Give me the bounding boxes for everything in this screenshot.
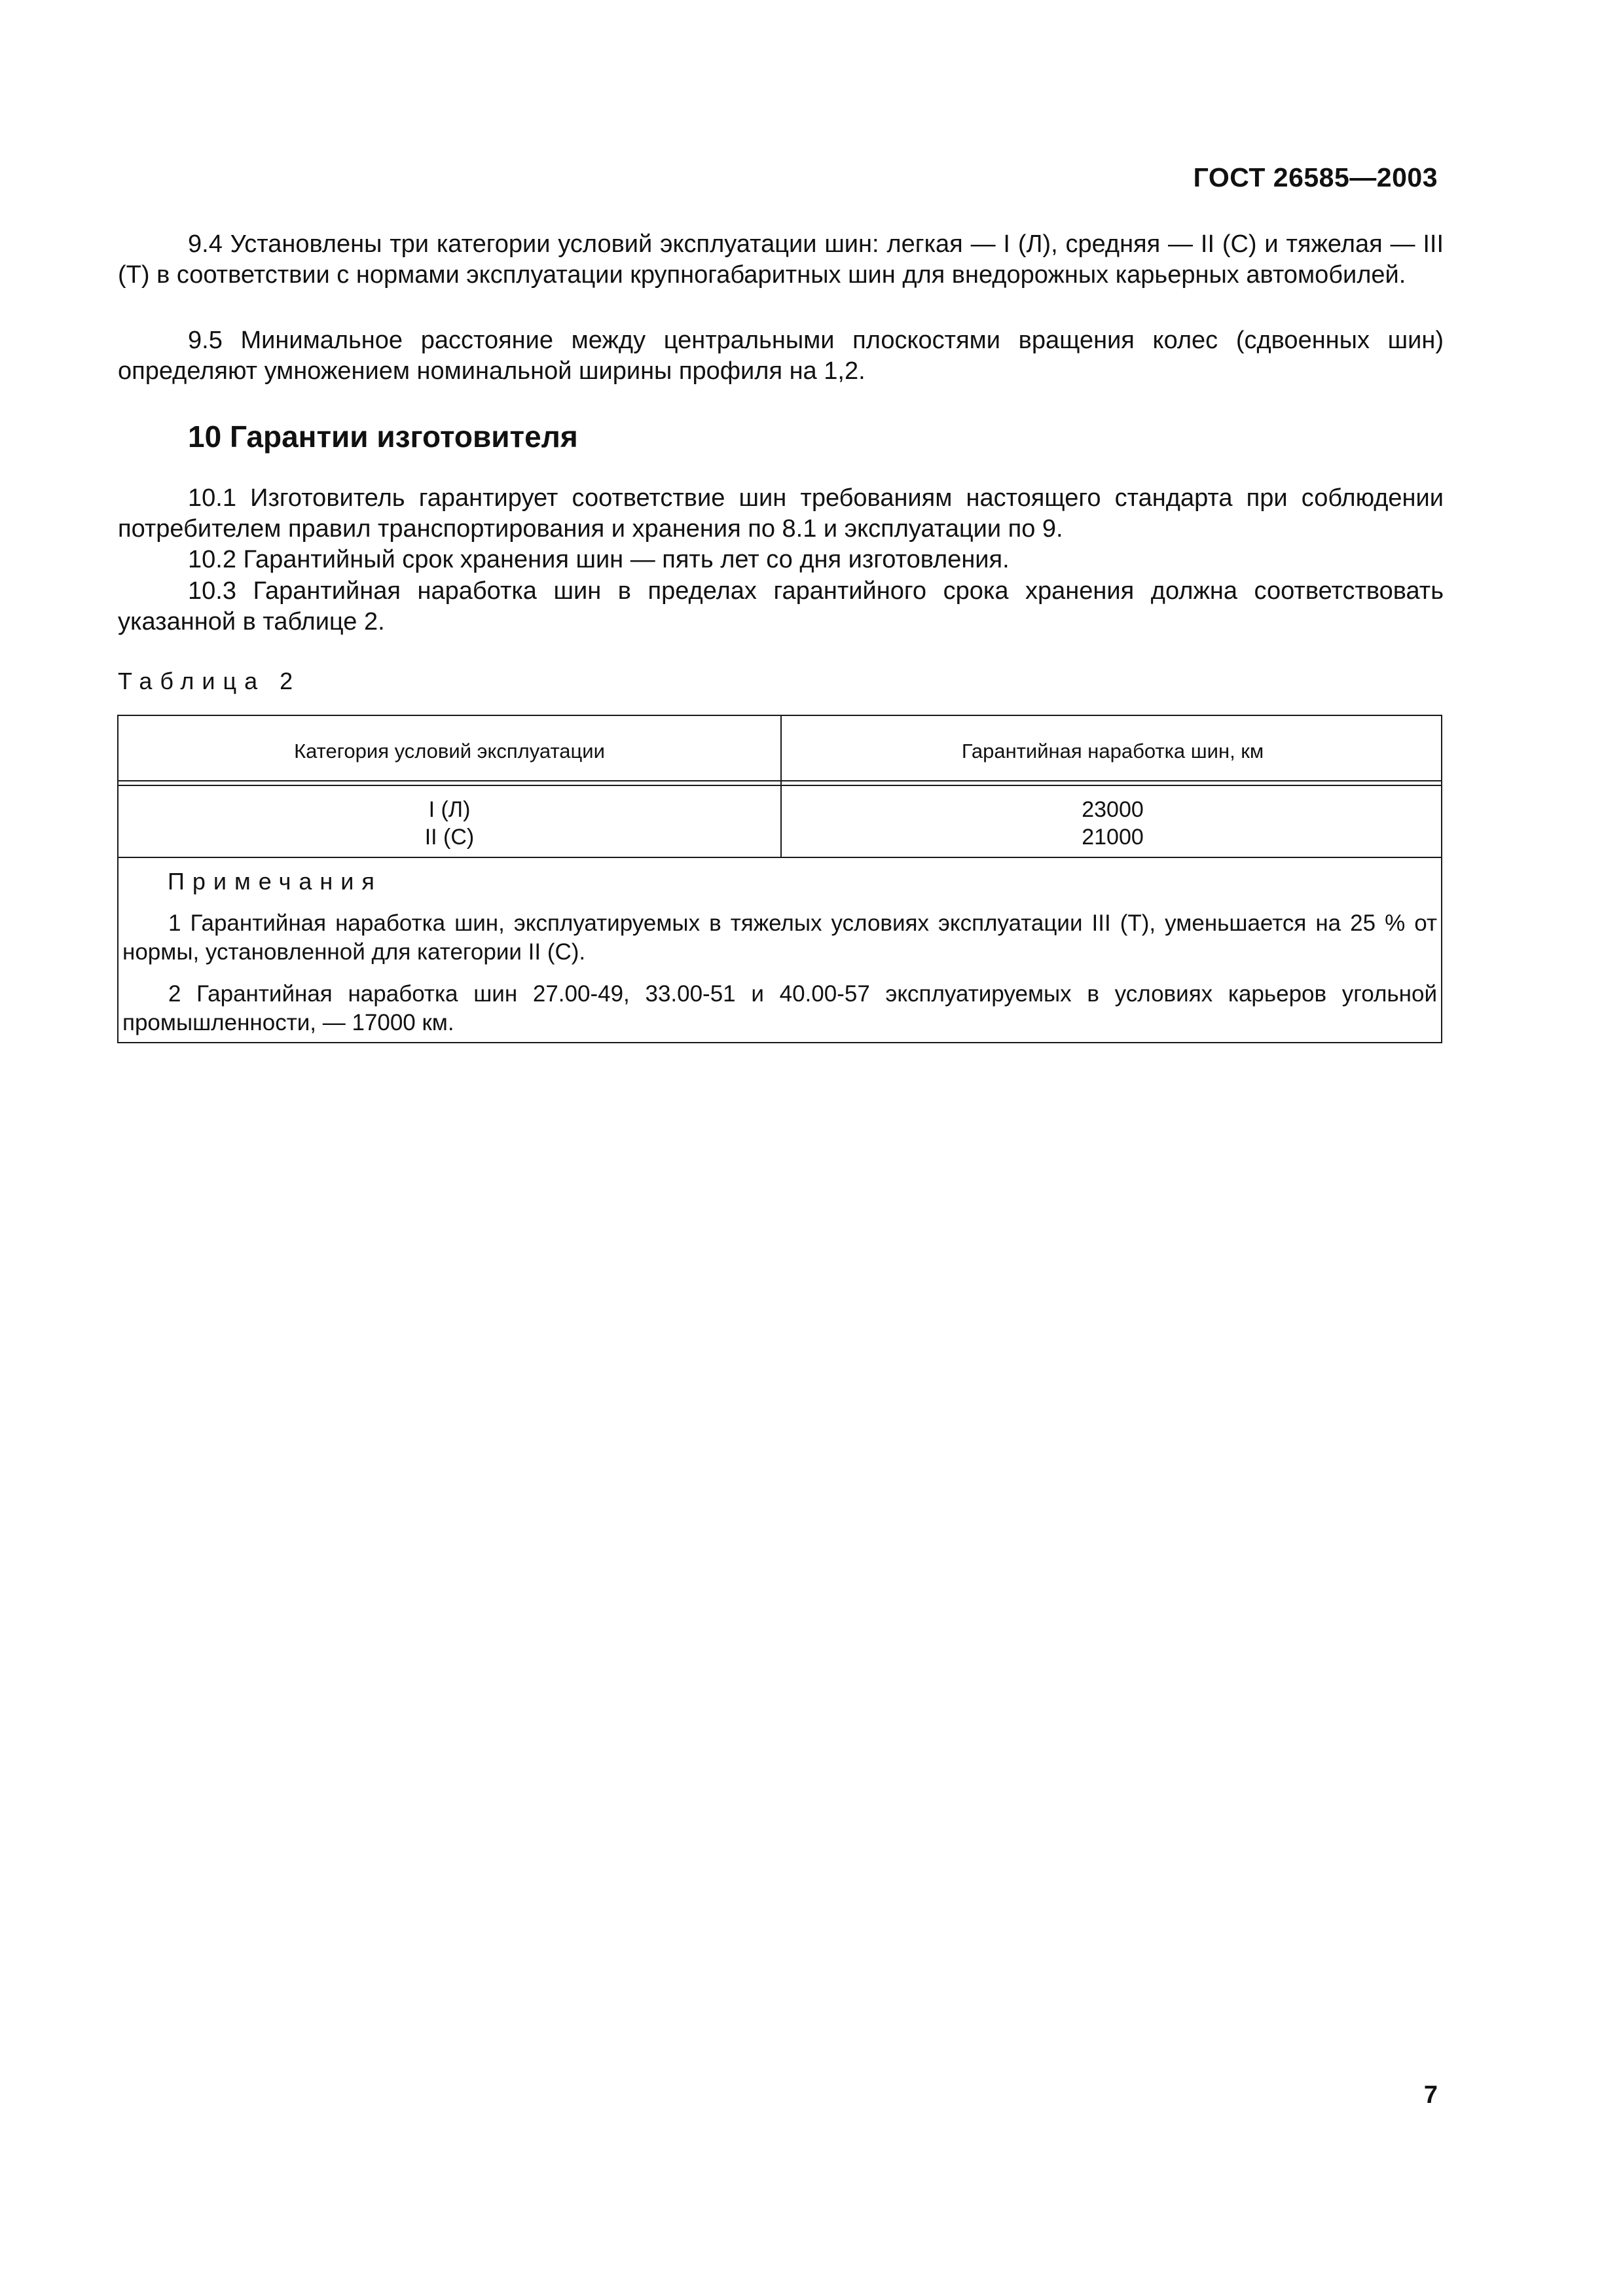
table-notes-title: Примечания	[168, 868, 382, 895]
table-body-separator	[119, 857, 1441, 858]
table-row-mileage-1: 23000	[1082, 797, 1144, 822]
table-header-separator-double	[119, 785, 1441, 786]
warranty-table	[117, 715, 1442, 1043]
table-header-separator	[119, 780, 1441, 781]
table-cell-mileages	[782, 796, 1444, 851]
table-note-2: 2 Гарантийная наработка шин 27.00-49, 33.00-51 и 40.00-57 эксплуатируемых в условиях карьеров угольной промышленности, — 17000 км.	[122, 981, 1437, 1035]
table-note-1: 1 Гарантийная наработка шин, эксплуатируемых в тяжелых условиях эксплуатации III (Т), уменьшается на 25 % от нормы, установленной для категории II (С).	[122, 910, 1437, 965]
table-caption: Таблица 2	[118, 668, 301, 694]
paragraph-9-4: 9.4 Установлены три категории условий эксплуатации шин: легкая — I (Л), средняя — II (С) и тяжелая — III (Т) в соответствии с нормами эксплуатации крупногабаритных шин для внедорожных карьерных автомобилей.	[118, 230, 1444, 289]
paragraph-10-3: 10.3 Гарантийная наработка шин в пределах гарантийного срока хранения должна соответствовать указанной в таблице 2.	[118, 577, 1444, 636]
document-code: ГОСТ 26585—2003	[1193, 162, 1438, 192]
table-row-category-2: II (С)	[424, 825, 475, 850]
table-row-mileage-2: 21000	[1082, 825, 1144, 850]
table-cell-categories	[119, 796, 780, 851]
page-number: 7	[1423, 2081, 1438, 2109]
table-header-mileage: Гарантийная наработка шин, км	[961, 740, 1264, 762]
paragraph-10-1: 10.1 Изготовитель гарантирует соответствие шин требованиям настоящего стандарта при соблюдении потребителем правил транспортирования и хранения по 8.1 и эксплуатации по 9.	[118, 484, 1444, 543]
table-row-category-1: I (Л)	[428, 797, 471, 822]
paragraph-9-5: 9.5 Минимальное расстояние между центральными плоскостями вращения колес (сдвоенных шин) определяют умножением номинальной ширины профиля на 1,2.	[118, 327, 1444, 385]
paragraph-10-2: 10.2 Гарантийный срок хранения шин — пять лет со дня изготовления.	[188, 546, 1010, 573]
section-heading-warranty: 10 Гарантии изготовителя	[188, 420, 578, 454]
table-header-category: Категория условий эксплуатации	[294, 740, 605, 762]
